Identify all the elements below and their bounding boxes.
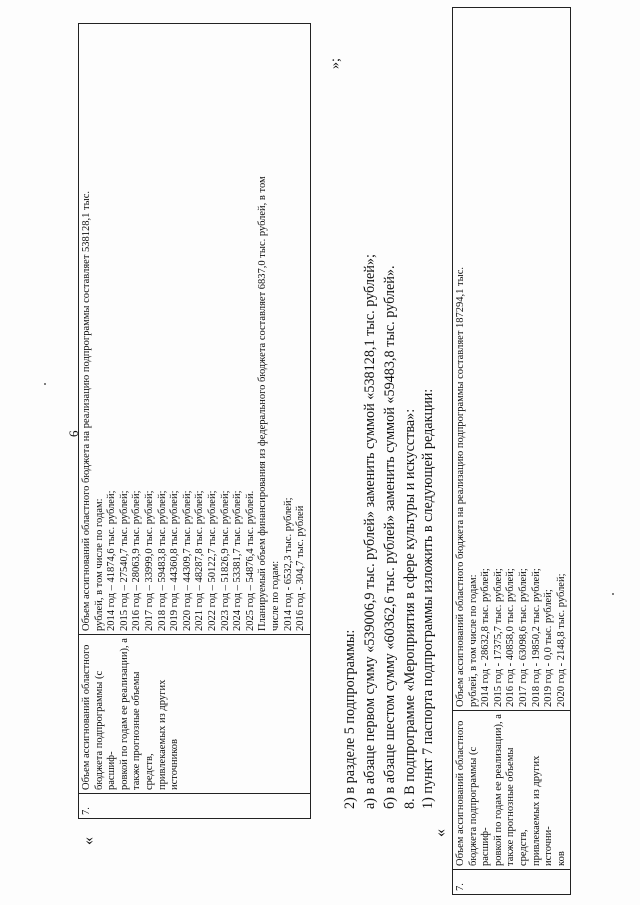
passport-table-1 [78,23,311,819]
close-quote-1: »; [328,58,343,69]
content-line: 2023 год – 51826,9 тыс. рублей; [219,490,231,631]
content-line: 2024 год – 53381,7 тыс. рублей; [232,490,244,631]
label-line: ровкой по годам ее реализации), а [492,714,504,866]
label-line: бюджета подпрограммы (с расшиф- [467,746,492,866]
content-line: 2015 год – 27540,7 тыс. рублей; [118,490,130,631]
content-line: 2018 год – 59483,8 тыс. рублей; [156,490,168,631]
page-number: 6 [66,430,81,437]
content-line: 2017 год - 63098,6 тыс. рублей; [517,568,529,707]
content-line: 2015 год - 17375,7 тыс. рублей; [492,568,504,707]
content-line: 2016 год - 304,7 тыс. рублей [295,505,307,631]
table-row [79,24,311,819]
content-line: 2018 год - 19850,2 тыс. рублей; [530,568,542,707]
passport-table-2 [452,7,571,895]
label-line: ков [555,851,567,866]
scan-speck [612,593,614,595]
content-line: 2019 год - 0,0 тыс. рублей; [543,589,555,707]
content-line: 2025 год – 54876,4 тыс. рублей. [244,490,256,631]
content-line: Планируемый объем финансирования из федерального бюджета составляет 6837,0 тыс. рублей, в том [257,176,269,631]
content-line: 2014 год - 28632,8 тыс. рублей; [480,568,492,707]
row-content [79,24,311,635]
content-line: рублей, в том числе по годам: [467,574,479,707]
content-line: рублей, в том числе по годам: [93,498,105,631]
row-number: 7. [79,794,311,819]
open-quote-2: « [432,829,449,837]
label-line: привлекаемых из других источников [156,679,181,790]
content-line: 2020 год - 2148,8 тыс. рублей; [555,573,567,707]
content-line: 2019 год – 44360,8 тыс. рублей; [169,490,181,631]
label-line: привлекаемых из других источни- [530,755,555,866]
label-line: также прогнозные объемы средств, [505,747,529,866]
paragraph-a: а) в абзаце первом сумму «539006,9 тыс. рублей» заменить суммой «538128,1 тыс. рублей»; [362,254,378,809]
content-line: числе по годам: [269,560,281,631]
label-line: Объем ассигнований областного [455,720,466,866]
row-content [453,8,571,711]
paragraph-b: б) в абзаце шестом сумму «60362,6 тыс. рублей» заменить суммой «59483,8 тыс. рублей». [382,265,398,809]
content-line: 2020 год – 44309,7 тыс. рублей; [181,490,193,631]
content-line: 2016 год – 28063,9 тыс. рублей; [131,490,143,631]
label-line: ровкой по годам ее реализации), а [118,638,130,790]
table-row [453,8,571,895]
paragraph-section5: 2) в разделе 5 подпрограммы: [342,629,358,809]
content-line: 2014 год – 41874,6 тыс. рублей; [106,490,118,631]
label-line: также прогнозные объемы средств, [131,671,155,790]
content-line: 2022 год – 50122,7 тыс. рублей; [206,490,218,631]
row-number: 7. [453,870,571,895]
label-line: бюджета подпрограммы (с расшиф- [93,670,118,790]
content-line: 2014 год - 6532,3 тыс. рублей; [282,497,294,631]
content-line: 2016 год - 40858,0 тыс. рублей; [505,568,517,707]
row-label [79,635,311,794]
open-quote-1: « [80,837,97,845]
content-line: Объем ассигнований областного бюджета на реализацию подпрограммы составляет 187294,1 тыс. [455,267,466,707]
paragraph-1: 1) пункт 7 паспорта подпрограммы изложить в следующей редакции: [420,388,436,809]
scan-speck [44,383,46,385]
row-label [453,711,571,870]
content-line: Объем ассигнований областного бюджета на реализацию подпрограммы составляет 538128,1 тыс. [81,191,92,631]
content-line: 2021 год – 48287,8 тыс. рублей; [194,490,206,631]
content-line: 2017 год – 33999,0 тыс. рублей; [143,490,155,631]
paragraph-8: 8. В подпрограмме «Мероприятия в сфере культуры и искусства»: [402,408,418,809]
label-line: Объем ассигнований областного [81,644,92,790]
